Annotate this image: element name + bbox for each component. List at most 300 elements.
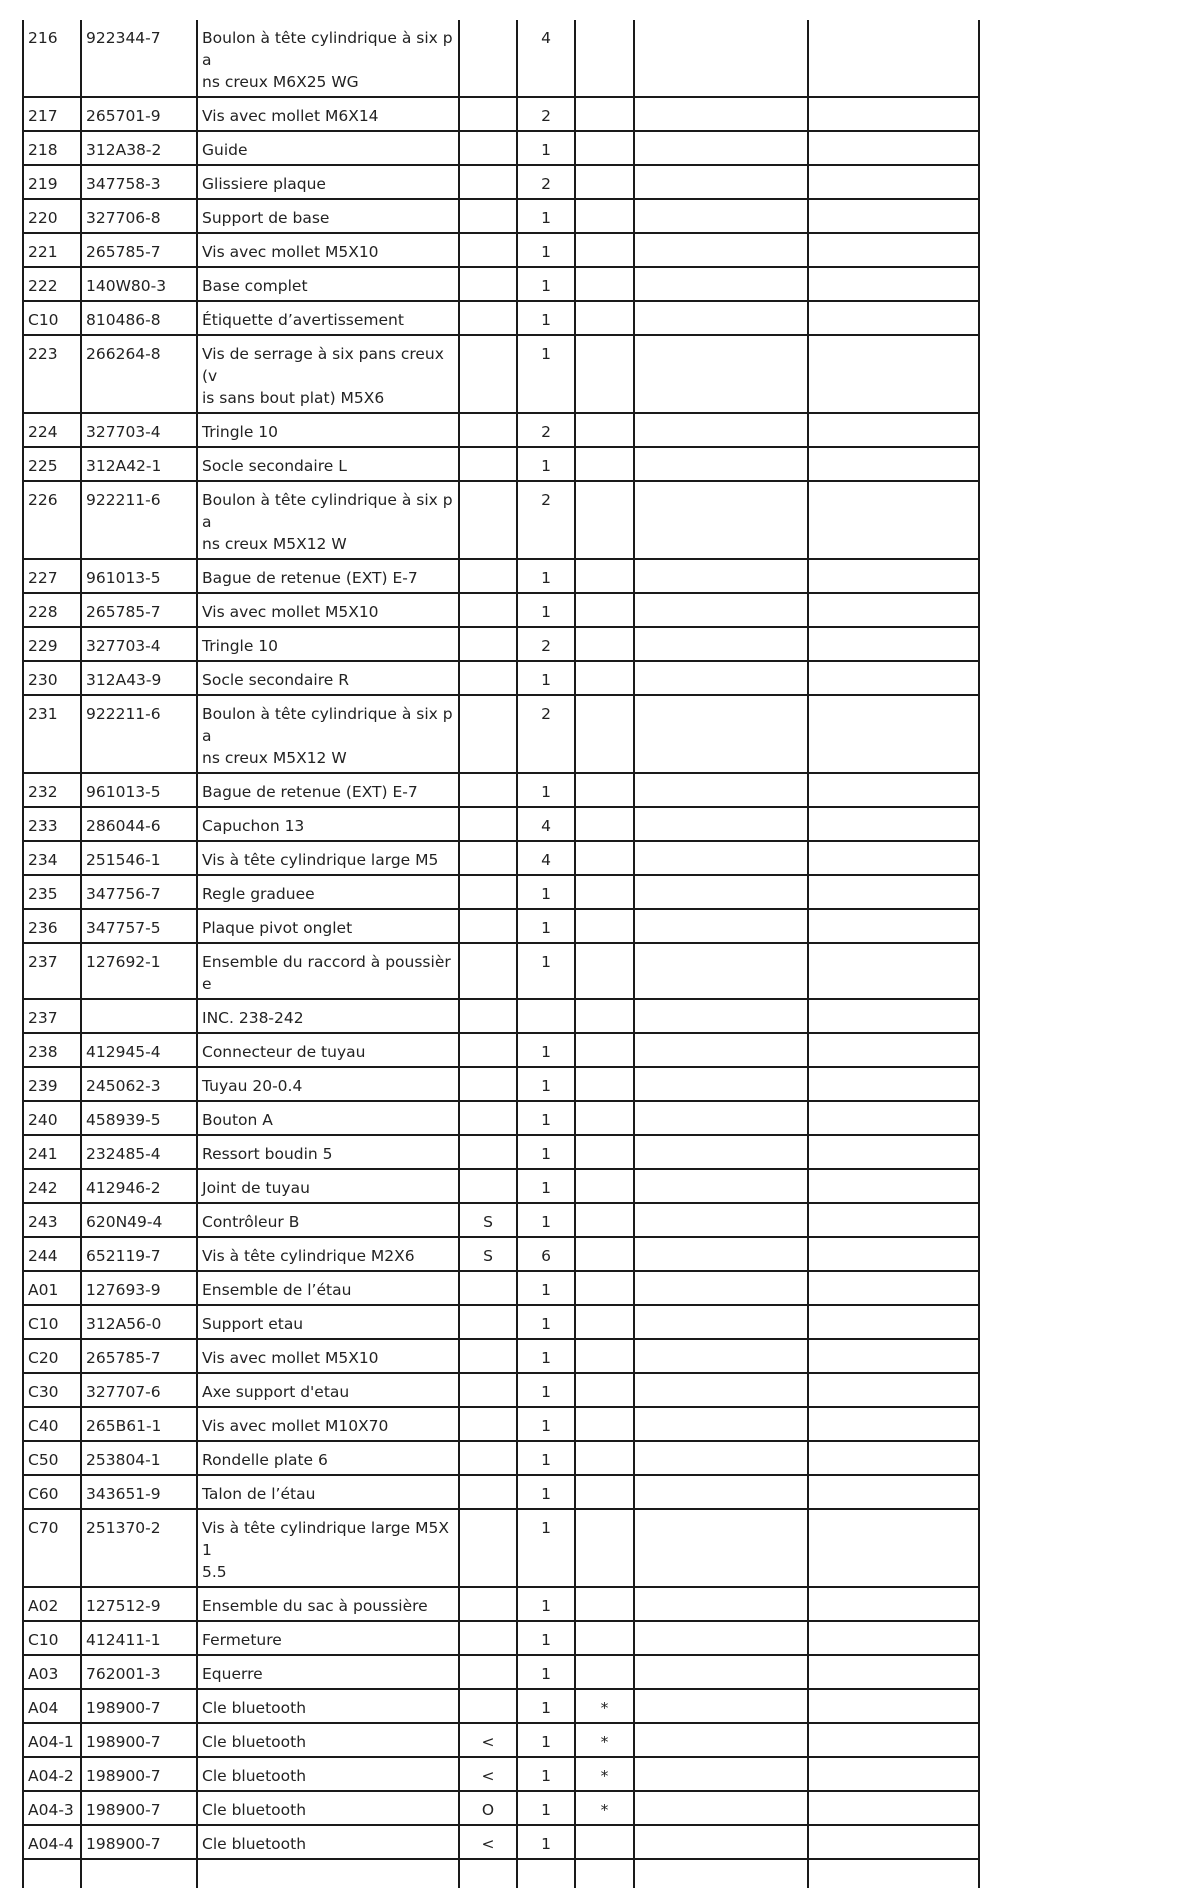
- blank-cell-2: [808, 1203, 979, 1237]
- blank-cell-1: [634, 199, 808, 233]
- table-row: [23, 1587, 979, 1621]
- table-row: [23, 593, 979, 627]
- table-row: [23, 97, 979, 131]
- part-number-cell: 312A43-9: [81, 661, 197, 695]
- item-number-cell: 228: [23, 593, 81, 627]
- part-number-cell: 251370-2: [81, 1509, 197, 1587]
- quantity-cell: 2: [517, 695, 575, 773]
- table-row: [23, 447, 979, 481]
- quantity-cell: 1: [517, 267, 575, 301]
- mark-cell: [575, 1475, 634, 1509]
- blank-cell-2: [808, 773, 979, 807]
- blank-cell-1: [634, 335, 808, 413]
- part-number-cell: 347756-7: [81, 875, 197, 909]
- item-number-cell: 231: [23, 695, 81, 773]
- item-number-cell: C30: [23, 1373, 81, 1407]
- mark-cell: [575, 1407, 634, 1441]
- quantity-cell: 1: [517, 773, 575, 807]
- item-number-cell: A04: [23, 1689, 81, 1723]
- item-number-cell: A04-1: [23, 1723, 81, 1757]
- blank-cell-2: [808, 199, 979, 233]
- description-cell: Cle bluetooth: [197, 1791, 459, 1825]
- description-cell: Support de base: [197, 199, 459, 233]
- quantity-cell: 1: [517, 1067, 575, 1101]
- blank-cell-1: [634, 233, 808, 267]
- mark-cell: [575, 1067, 634, 1101]
- quantity-cell: 1: [517, 1101, 575, 1135]
- blank-cell-2: [808, 1339, 979, 1373]
- table-row: [23, 1169, 979, 1203]
- note-cell: [459, 627, 517, 661]
- mark-cell: [575, 1655, 634, 1689]
- table-row: [23, 1509, 979, 1587]
- blank-cell-2: [808, 943, 979, 999]
- item-number-cell: 229: [23, 627, 81, 661]
- description-cell: Tuyau 20-0.4: [197, 1067, 459, 1101]
- mark-cell: [575, 661, 634, 695]
- blank-cell-1: [634, 773, 808, 807]
- description-cell: Joint de tuyau: [197, 1169, 459, 1203]
- part-number-cell: 265785-7: [81, 1339, 197, 1373]
- part-number-cell: 198900-7: [81, 1689, 197, 1723]
- mark-cell: [575, 1339, 634, 1373]
- blank-cell-1: [634, 1135, 808, 1169]
- part-number-cell: 265701-9: [81, 97, 197, 131]
- mark-cell: [575, 413, 634, 447]
- description-cell: Vis à tête cylindrique large M5X1 5.5: [197, 1509, 459, 1587]
- table-row: [23, 627, 979, 661]
- note-cell: [459, 909, 517, 943]
- mark-cell: *: [575, 1757, 634, 1791]
- item-number-cell: 224: [23, 413, 81, 447]
- blank-cell-2: [808, 1169, 979, 1203]
- description-cell: Bague de retenue (EXT) E-7: [197, 559, 459, 593]
- quantity-cell: 1: [517, 875, 575, 909]
- part-number-cell: 327703-4: [81, 413, 197, 447]
- part-number-cell: 127512-9: [81, 1587, 197, 1621]
- part-number-cell: 327706-8: [81, 199, 197, 233]
- part-number-cell: 620N49-4: [81, 1203, 197, 1237]
- table-row: [23, 1723, 979, 1757]
- blank-cell-2: [808, 1509, 979, 1587]
- blank-cell-1: [634, 1373, 808, 1407]
- note-cell: [459, 199, 517, 233]
- table-row: [23, 413, 979, 447]
- note-cell: [459, 841, 517, 875]
- empty-cell: [23, 1859, 81, 1888]
- mark-cell: [575, 1305, 634, 1339]
- blank-cell-1: [634, 301, 808, 335]
- item-number-cell: 244: [23, 1237, 81, 1271]
- table-row: [23, 661, 979, 695]
- description-cell: Ressort boudin 5: [197, 1135, 459, 1169]
- quantity-cell: 1: [517, 1791, 575, 1825]
- description-cell: Boulon à tête cylindrique à six pa ns creux M6X25 WG: [197, 20, 459, 97]
- parts-table-body: [23, 20, 979, 1888]
- part-number-cell: 312A38-2: [81, 131, 197, 165]
- table-row: [23, 1339, 979, 1373]
- table-continuation-row: [23, 1859, 979, 1888]
- blank-cell-2: [808, 1067, 979, 1101]
- table-row: [23, 131, 979, 165]
- mark-cell: [575, 267, 634, 301]
- table-row: [23, 1101, 979, 1135]
- table-row: [23, 233, 979, 267]
- quantity-cell: 1: [517, 1407, 575, 1441]
- table-row: [23, 481, 979, 559]
- item-number-cell: A02: [23, 1587, 81, 1621]
- note-cell: [459, 1271, 517, 1305]
- description-cell: Ensemble du raccord à poussièr e: [197, 943, 459, 999]
- blank-cell-2: [808, 909, 979, 943]
- part-number-cell: 412946-2: [81, 1169, 197, 1203]
- description-cell: Socle secondaire R: [197, 661, 459, 695]
- table-row: [23, 1825, 979, 1859]
- table-row: [23, 301, 979, 335]
- blank-cell-2: [808, 131, 979, 165]
- note-cell: [459, 559, 517, 593]
- note-cell: [459, 999, 517, 1033]
- quantity-cell: 1: [517, 1271, 575, 1305]
- part-number-cell: 251546-1: [81, 841, 197, 875]
- item-number-cell: C70: [23, 1509, 81, 1587]
- note-cell: [459, 413, 517, 447]
- table-row: [23, 1135, 979, 1169]
- quantity-cell: 1: [517, 943, 575, 999]
- item-number-cell: 217: [23, 97, 81, 131]
- mark-cell: *: [575, 1689, 634, 1723]
- blank-cell-2: [808, 1271, 979, 1305]
- blank-cell-1: [634, 267, 808, 301]
- empty-cell: [517, 1859, 575, 1888]
- item-number-cell: 237: [23, 943, 81, 999]
- part-number-cell: 412411-1: [81, 1621, 197, 1655]
- blank-cell-2: [808, 841, 979, 875]
- part-number-cell: 198900-7: [81, 1791, 197, 1825]
- mark-cell: [575, 773, 634, 807]
- part-number-cell: 412945-4: [81, 1033, 197, 1067]
- blank-cell-2: [808, 1723, 979, 1757]
- blank-cell-1: [634, 131, 808, 165]
- table-row: [23, 875, 979, 909]
- part-number-cell: 810486-8: [81, 301, 197, 335]
- note-cell: [459, 1067, 517, 1101]
- blank-cell-2: [808, 1757, 979, 1791]
- blank-cell-1: [634, 1655, 808, 1689]
- quantity-cell: 2: [517, 165, 575, 199]
- description-cell: Cle bluetooth: [197, 1689, 459, 1723]
- description-cell: Vis de serrage à six pans creux (v is sans bout plat) M5X6: [197, 335, 459, 413]
- blank-cell-1: [634, 1305, 808, 1339]
- note-cell: [459, 131, 517, 165]
- note-cell: O: [459, 1791, 517, 1825]
- part-number-cell: 922344-7: [81, 20, 197, 97]
- table-row: [23, 267, 979, 301]
- description-cell: Ensemble de l’étau: [197, 1271, 459, 1305]
- blank-cell-1: [634, 593, 808, 627]
- description-cell: Vis avec mollet M5X10: [197, 233, 459, 267]
- part-number-cell: 198900-7: [81, 1825, 197, 1859]
- part-number-cell: 198900-7: [81, 1723, 197, 1757]
- mark-cell: [575, 1441, 634, 1475]
- table-row: [23, 1033, 979, 1067]
- mark-cell: [575, 1509, 634, 1587]
- note-cell: [459, 695, 517, 773]
- item-number-cell: 223: [23, 335, 81, 413]
- part-number-cell: 127692-1: [81, 943, 197, 999]
- description-cell: Bouton A: [197, 1101, 459, 1135]
- part-number-cell: 232485-4: [81, 1135, 197, 1169]
- blank-cell-1: [634, 1407, 808, 1441]
- quantity-cell: 1: [517, 1305, 575, 1339]
- quantity-cell: 6: [517, 1237, 575, 1271]
- description-cell: Socle secondaire L: [197, 447, 459, 481]
- quantity-cell: 1: [517, 1373, 575, 1407]
- description-cell: Vis avec mollet M5X10: [197, 1339, 459, 1373]
- note-cell: [459, 1339, 517, 1373]
- item-number-cell: 232: [23, 773, 81, 807]
- item-number-cell: A01: [23, 1271, 81, 1305]
- blank-cell-2: [808, 1033, 979, 1067]
- part-number-cell: 312A56-0: [81, 1305, 197, 1339]
- blank-cell-1: [634, 1475, 808, 1509]
- blank-cell-1: [634, 999, 808, 1033]
- mark-cell: [575, 1621, 634, 1655]
- part-number-cell: 652119-7: [81, 1237, 197, 1271]
- note-cell: [459, 1475, 517, 1509]
- table-row: [23, 1203, 979, 1237]
- blank-cell-2: [808, 1825, 979, 1859]
- note-cell: [459, 1621, 517, 1655]
- mark-cell: [575, 943, 634, 999]
- blank-cell-1: [634, 1825, 808, 1859]
- blank-cell-1: [634, 20, 808, 97]
- blank-cell-1: [634, 559, 808, 593]
- mark-cell: [575, 233, 634, 267]
- mark-cell: [575, 909, 634, 943]
- mark-cell: [575, 1169, 634, 1203]
- item-number-cell: A04-3: [23, 1791, 81, 1825]
- mark-cell: [575, 1271, 634, 1305]
- item-number-cell: 243: [23, 1203, 81, 1237]
- blank-cell-1: [634, 661, 808, 695]
- note-cell: [459, 1587, 517, 1621]
- blank-cell-1: [634, 1203, 808, 1237]
- table-row: [23, 199, 979, 233]
- quantity-cell: 2: [517, 627, 575, 661]
- item-number-cell: 221: [23, 233, 81, 267]
- quantity-cell: 1: [517, 1509, 575, 1587]
- blank-cell-2: [808, 97, 979, 131]
- blank-cell-2: [808, 1135, 979, 1169]
- note-cell: [459, 943, 517, 999]
- item-number-cell: 230: [23, 661, 81, 695]
- item-number-cell: 242: [23, 1169, 81, 1203]
- blank-cell-2: [808, 875, 979, 909]
- description-cell: Vis avec mollet M6X14: [197, 97, 459, 131]
- mark-cell: [575, 999, 634, 1033]
- blank-cell-1: [634, 1339, 808, 1373]
- item-number-cell: 235: [23, 875, 81, 909]
- parts-list-sheet: [22, 20, 978, 1888]
- table-row: [23, 1271, 979, 1305]
- blank-cell-2: [808, 807, 979, 841]
- mark-cell: [575, 627, 634, 661]
- table-row: [23, 1067, 979, 1101]
- blank-cell-2: [808, 627, 979, 661]
- table-row: [23, 1689, 979, 1723]
- note-cell: [459, 1509, 517, 1587]
- note-cell: <: [459, 1757, 517, 1791]
- mark-cell: [575, 1237, 634, 1271]
- blank-cell-2: [808, 559, 979, 593]
- mark-cell: [575, 131, 634, 165]
- quantity-cell: 1: [517, 1757, 575, 1791]
- description-cell: Connecteur de tuyau: [197, 1033, 459, 1067]
- item-number-cell: 226: [23, 481, 81, 559]
- table-row: [23, 1237, 979, 1271]
- empty-cell: [575, 1859, 634, 1888]
- mark-cell: [575, 301, 634, 335]
- blank-cell-2: [808, 267, 979, 301]
- blank-cell-1: [634, 1237, 808, 1271]
- blank-cell-1: [634, 447, 808, 481]
- item-number-cell: 238: [23, 1033, 81, 1067]
- item-number-cell: C10: [23, 1621, 81, 1655]
- item-number-cell: C40: [23, 1407, 81, 1441]
- blank-cell-1: [634, 1067, 808, 1101]
- part-number-cell: 327707-6: [81, 1373, 197, 1407]
- blank-cell-1: [634, 1723, 808, 1757]
- part-number-cell: 286044-6: [81, 807, 197, 841]
- part-number-cell: 762001-3: [81, 1655, 197, 1689]
- note-cell: <: [459, 1825, 517, 1859]
- note-cell: [459, 335, 517, 413]
- note-cell: [459, 301, 517, 335]
- table-row: [23, 1757, 979, 1791]
- part-number-cell: 347758-3: [81, 165, 197, 199]
- blank-cell-2: [808, 1305, 979, 1339]
- quantity-cell: 1: [517, 233, 575, 267]
- table-row: [23, 695, 979, 773]
- blank-cell-2: [808, 1587, 979, 1621]
- table-row: [23, 335, 979, 413]
- part-number-cell: 127693-9: [81, 1271, 197, 1305]
- description-cell: Tringle 10: [197, 413, 459, 447]
- description-cell: Vis à tête cylindrique large M5: [197, 841, 459, 875]
- quantity-cell: 1: [517, 909, 575, 943]
- description-cell: Guide: [197, 131, 459, 165]
- blank-cell-2: [808, 1101, 979, 1135]
- quantity-cell: 1: [517, 1339, 575, 1373]
- quantity-cell: 1: [517, 1621, 575, 1655]
- item-number-cell: 219: [23, 165, 81, 199]
- item-number-cell: 239: [23, 1067, 81, 1101]
- blank-cell-1: [634, 1169, 808, 1203]
- part-number-cell: 140W80-3: [81, 267, 197, 301]
- note-cell: [459, 875, 517, 909]
- mark-cell: [575, 1033, 634, 1067]
- note-cell: [459, 1655, 517, 1689]
- note-cell: [459, 1441, 517, 1475]
- item-number-cell: C10: [23, 301, 81, 335]
- blank-cell-1: [634, 413, 808, 447]
- table-row: [23, 559, 979, 593]
- description-cell: Boulon à tête cylindrique à six pa ns creux M5X12 W: [197, 695, 459, 773]
- description-cell: Fermeture: [197, 1621, 459, 1655]
- blank-cell-2: [808, 301, 979, 335]
- blank-cell-2: [808, 1621, 979, 1655]
- note-cell: [459, 1373, 517, 1407]
- blank-cell-1: [634, 1441, 808, 1475]
- blank-cell-2: [808, 1407, 979, 1441]
- description-cell: Boulon à tête cylindrique à six pa ns creux M5X12 W: [197, 481, 459, 559]
- blank-cell-1: [634, 807, 808, 841]
- mark-cell: [575, 1203, 634, 1237]
- mark-cell: [575, 97, 634, 131]
- mark-cell: [575, 447, 634, 481]
- quantity-cell: 1: [517, 1169, 575, 1203]
- mark-cell: [575, 559, 634, 593]
- blank-cell-2: [808, 593, 979, 627]
- description-cell: Bague de retenue (EXT) E-7: [197, 773, 459, 807]
- note-cell: [459, 20, 517, 97]
- part-number-cell: [81, 999, 197, 1033]
- parts-table: [22, 20, 980, 1888]
- note-cell: [459, 97, 517, 131]
- blank-cell-2: [808, 661, 979, 695]
- note-cell: [459, 1305, 517, 1339]
- note-cell: [459, 1407, 517, 1441]
- item-number-cell: 216: [23, 20, 81, 97]
- quantity-cell: 1: [517, 1689, 575, 1723]
- quantity-cell: 2: [517, 413, 575, 447]
- table-row: [23, 1621, 979, 1655]
- blank-cell-2: [808, 233, 979, 267]
- quantity-cell: 1: [517, 559, 575, 593]
- quantity-cell: 1: [517, 593, 575, 627]
- mark-cell: [575, 1825, 634, 1859]
- empty-cell: [81, 1859, 197, 1888]
- note-cell: S: [459, 1237, 517, 1271]
- note-cell: [459, 1101, 517, 1135]
- note-cell: [459, 233, 517, 267]
- mark-cell: *: [575, 1791, 634, 1825]
- mark-cell: [575, 1135, 634, 1169]
- blank-cell-1: [634, 1587, 808, 1621]
- mark-cell: [575, 335, 634, 413]
- description-cell: Tringle 10: [197, 627, 459, 661]
- part-number-cell: 922211-6: [81, 481, 197, 559]
- part-number-cell: 327703-4: [81, 627, 197, 661]
- item-number-cell: A04-2: [23, 1757, 81, 1791]
- quantity-cell: 1: [517, 1203, 575, 1237]
- mark-cell: [575, 199, 634, 233]
- table-row: [23, 1441, 979, 1475]
- quantity-cell: 1: [517, 301, 575, 335]
- blank-cell-1: [634, 165, 808, 199]
- note-cell: [459, 1033, 517, 1067]
- part-number-cell: 245062-3: [81, 1067, 197, 1101]
- item-number-cell: 220: [23, 199, 81, 233]
- mark-cell: [575, 1373, 634, 1407]
- part-number-cell: 265B61-1: [81, 1407, 197, 1441]
- part-number-cell: 312A42-1: [81, 447, 197, 481]
- blank-cell-2: [808, 165, 979, 199]
- table-row: [23, 1373, 979, 1407]
- empty-cell: [808, 1859, 979, 1888]
- note-cell: [459, 773, 517, 807]
